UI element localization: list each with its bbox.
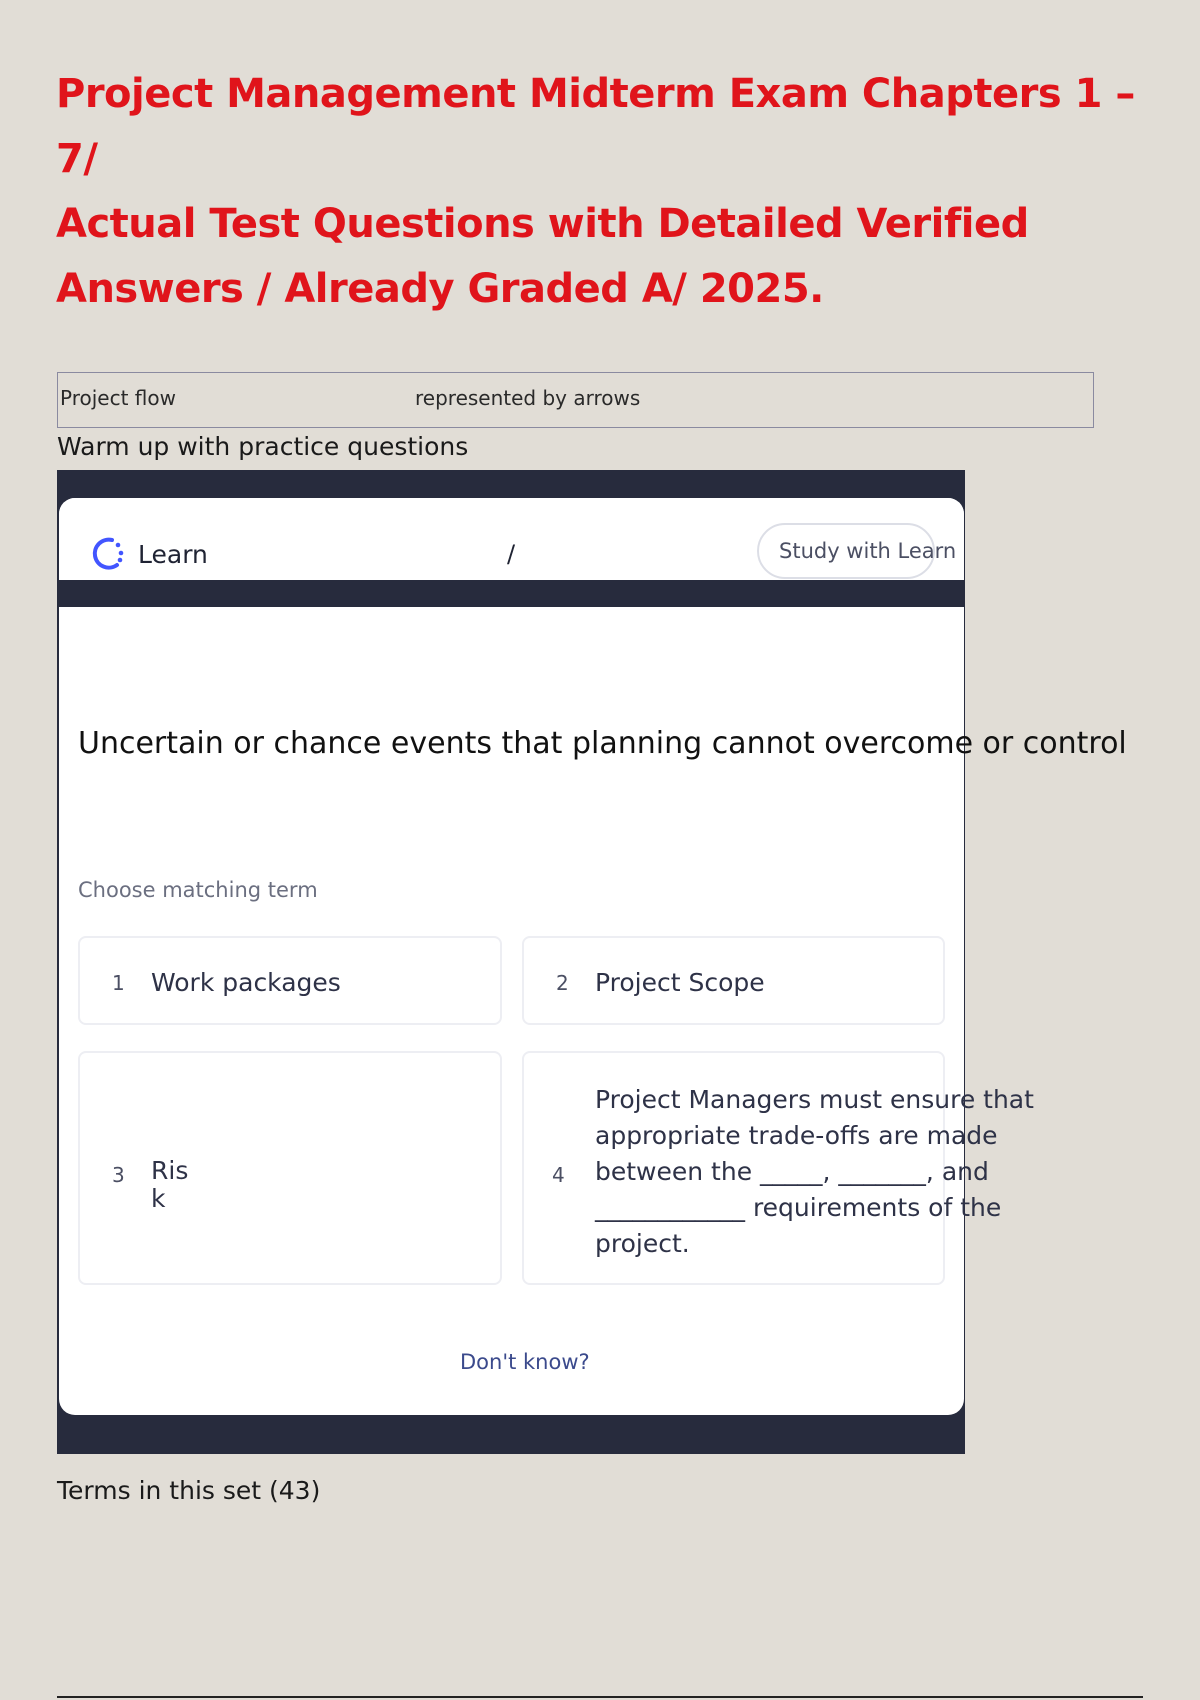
option-text-line: appropriate trade-offs are made [595, 1121, 998, 1150]
option-number: 2 [556, 971, 569, 995]
answer-option-2[interactable] [522, 936, 945, 1025]
option-number: 3 [112, 1163, 125, 1187]
dont-know-link[interactable]: Don't know? [460, 1350, 590, 1374]
option-text [595, 1082, 1034, 1262]
terms-in-set-heading: Terms in this set (43) [57, 1476, 321, 1505]
option-text: Project Scope [595, 968, 765, 997]
answer-option-4[interactable] [522, 1051, 1034, 1285]
definition-cell: represented by arrows [415, 386, 641, 410]
document-title [56, 62, 1136, 322]
question-text: Uncertain or chance events that planning cannot overcome or control [78, 726, 1127, 761]
progress-indicator: / [507, 540, 516, 568]
option-number: 4 [552, 1163, 565, 1187]
option-text-line: project. [595, 1229, 690, 1258]
title-line: Answers / Already Graded A/ 2025. [56, 266, 824, 312]
warm-up-heading: Warm up with practice questions [57, 432, 469, 461]
option-number: 1 [112, 971, 125, 995]
option-text-line: Project Managers must ensure that [595, 1085, 1034, 1114]
answer-option-1[interactable] [78, 936, 502, 1025]
option-text: Risk [151, 1156, 189, 1213]
title-line: Project Management Midterm Exam Chapters 1 – 7/ [56, 71, 1135, 182]
bottom-divider [57, 1696, 1143, 1698]
option-text-line: between the _____, _______, and [595, 1157, 989, 1186]
option-text: Work packages [151, 968, 341, 997]
option-text-line: ____________ requirements of the [595, 1193, 1002, 1222]
choose-matching-term-label: Choose matching term [78, 878, 318, 902]
title-line: Actual Test Questions with Detailed Verified [56, 201, 1029, 247]
term-cell: Project flow [60, 386, 176, 410]
header-divider-band [59, 580, 965, 607]
study-with-learn-button[interactable]: Study with Learn [757, 523, 935, 579]
learn-spinner-icon [88, 532, 128, 576]
term-definition-row [57, 372, 1094, 428]
learn-mode-label: Learn [138, 540, 208, 569]
answer-option-3[interactable] [78, 1051, 502, 1285]
